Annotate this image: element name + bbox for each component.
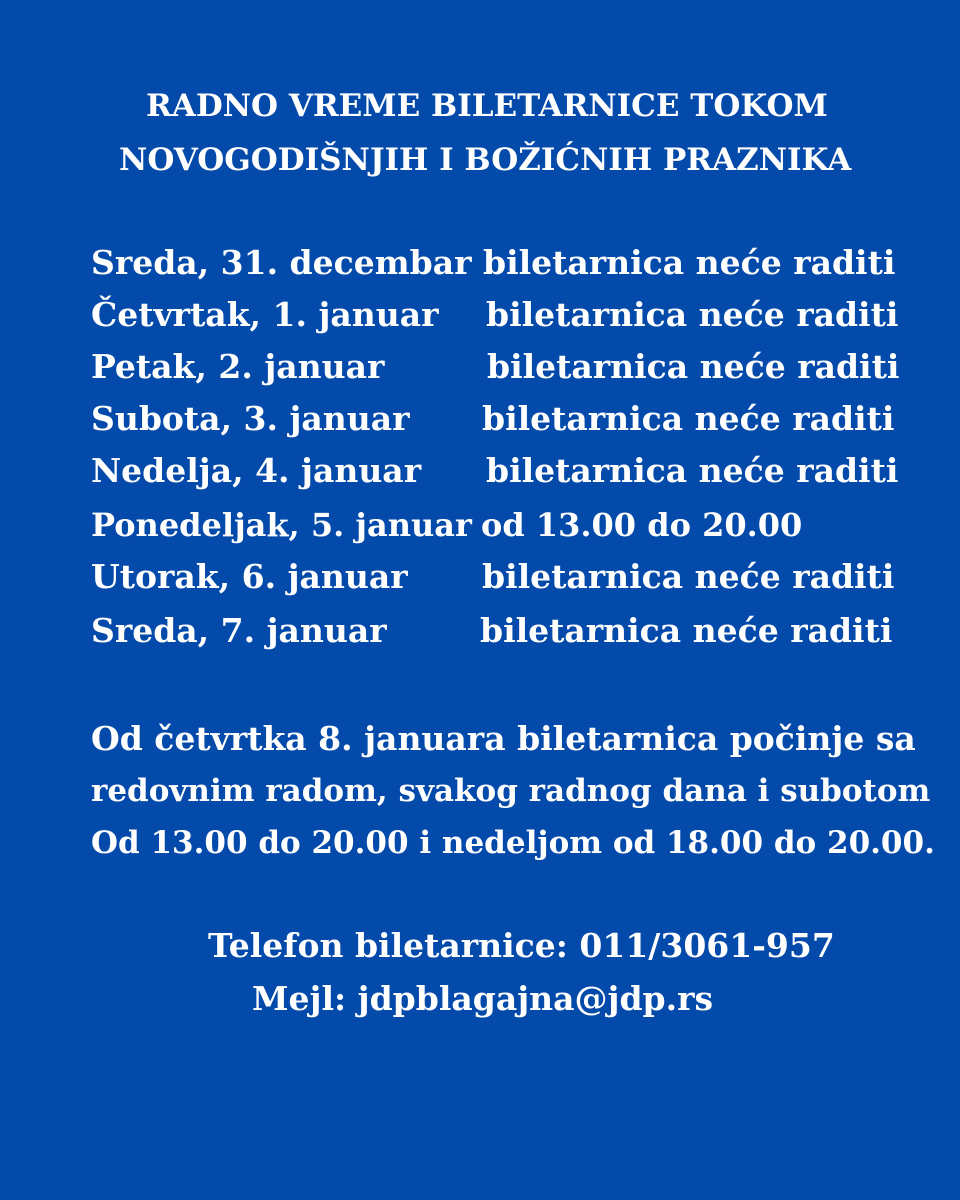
- schedule-day: Četvrtak, 1. januar: [91, 295, 439, 334]
- schedule-status: biletarnica neće raditi: [487, 347, 900, 386]
- schedule-row: [91, 605, 891, 657]
- schedule-day: Sreda, 7. januar: [91, 611, 387, 650]
- schedule-day: Subota, 3. januar: [91, 399, 410, 438]
- schedule-status: biletarnica neće raditi: [483, 243, 896, 282]
- schedule-row: [91, 289, 899, 341]
- schedule-status: biletarnica neće raditi: [486, 295, 899, 334]
- notice-line-3: Od 13.00 do 20.00 i nedeljom od 18.00 do 20.00.: [91, 825, 935, 861]
- schedule-status: biletarnica neće raditi: [482, 557, 895, 596]
- schedule-status: biletarnica neće raditi: [482, 399, 895, 438]
- schedule-row: [91, 499, 891, 551]
- schedule-status: biletarnica neće raditi: [480, 611, 893, 650]
- schedule-row: [91, 341, 900, 393]
- schedule-day: Nedelja, 4. januar: [91, 451, 422, 490]
- schedule-status: od 13.00 do 20.00: [481, 506, 803, 544]
- schedule-day: Utorak, 6. januar: [91, 557, 408, 596]
- schedule-row: [91, 393, 895, 445]
- schedule-day: Petak, 2. januar: [91, 347, 385, 386]
- schedule-row: [91, 445, 899, 497]
- contact-phone: Telefon biletarnice: 011/3061-957: [208, 926, 835, 965]
- schedule-day: Sreda, 31. decembar: [91, 243, 472, 282]
- notice-line-1: Od četvrtka 8. januara biletarnica počinje sa: [91, 719, 916, 758]
- schedule-status: biletarnica neće raditi: [486, 451, 899, 490]
- title-line-2: NOVOGODIŠNJIH I BOŽIĆNIH PRAZNIKA: [119, 142, 852, 178]
- notice-line-2: redovnim radom, svakog radnog dana i subotom: [91, 773, 931, 809]
- schedule-row: [91, 551, 895, 603]
- contact-email: Mejl: jdpblagajna@jdp.rs: [252, 979, 714, 1018]
- title-line-1: RADNO VREME BILETARNICE TOKOM: [146, 88, 828, 124]
- schedule-row: [91, 237, 896, 289]
- schedule-day: Ponedeljak, 5. januar: [91, 506, 472, 544]
